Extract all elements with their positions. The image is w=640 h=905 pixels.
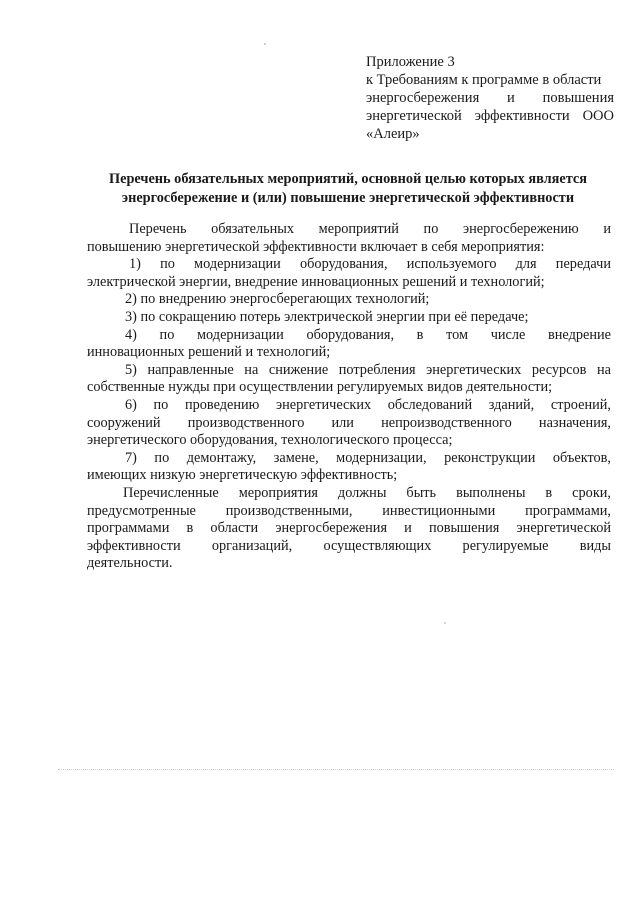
heading-line: энергосбережение и (или) повышение энергетической эффективности xyxy=(121,190,575,206)
appendix-line: «Алеир» xyxy=(366,126,420,142)
scan-speck xyxy=(444,622,446,624)
list-item-line: 1) по модернизации оборудования, используемого для передачи xyxy=(129,256,611,273)
heading-line: Перечень обязательных мероприятий, основной целью которых является xyxy=(108,171,588,187)
appendix-line: энергосбережения и повышения xyxy=(366,90,614,106)
document-heading xyxy=(88,170,608,208)
paragraph-line: Перечень обязательных мероприятий по энергосбережению и xyxy=(129,221,611,237)
paragraph-line: программами в области энергосбережения и повышения энергетической xyxy=(87,520,611,537)
document-body xyxy=(87,221,611,573)
list-item-line: сооружений производственного или непроизводственного назначения, xyxy=(87,414,611,431)
paragraph-line: повышению энергетической эффективности включает в себя мероприятия: xyxy=(87,238,545,255)
paragraph-line: эффективности организаций, осуществляющих регулируемые виды xyxy=(87,537,611,554)
appendix-note xyxy=(366,53,614,143)
scan-artifact-line xyxy=(58,769,614,772)
appendix-line: к Требованиям к программе в области xyxy=(366,72,602,88)
list-item-line: 6) по проведению энергетических обследований зданий, строений, xyxy=(125,396,611,413)
list-item-line: электрической энергии, внедрение инновационных решений и технологий; xyxy=(87,273,545,290)
paragraph-line: предусмотренные производственными, инвестиционными программами, xyxy=(87,502,611,519)
appendix-line: энергетической эффективности ООО xyxy=(366,108,614,124)
paragraph-line: Перечисленные мероприятия должны быть выполнены в сроки, xyxy=(123,484,611,501)
list-item-line: имеющих низкую энергетическую эффективность; xyxy=(87,467,398,484)
list-item-line: 2) по внедрению энергосберегающих технологий; xyxy=(125,291,430,308)
list-item-line: энергетического оборудования, технологического процесса; xyxy=(87,432,453,449)
list-item-line: 7) по демонтажу, замене, модернизации, реконструкции объектов, xyxy=(125,449,611,466)
list-item-line: инновационных решений и технологий; xyxy=(87,344,331,361)
list-item-line: собственные нужды при осуществлении регулируемых видов деятельности; xyxy=(87,379,553,396)
list-item-line: 3) по сокращению потерь электрической энергии при её передаче; xyxy=(125,308,529,325)
list-item-line: 4) по модернизации оборудования, в том числе внедрение xyxy=(125,326,611,343)
paragraph-line: деятельности. xyxy=(87,555,173,572)
list-item-line: 5) направленные на снижение потребления энергетических ресурсов на xyxy=(125,361,611,378)
appendix-title: Приложение 3 xyxy=(366,54,455,70)
scan-speck xyxy=(264,43,266,45)
